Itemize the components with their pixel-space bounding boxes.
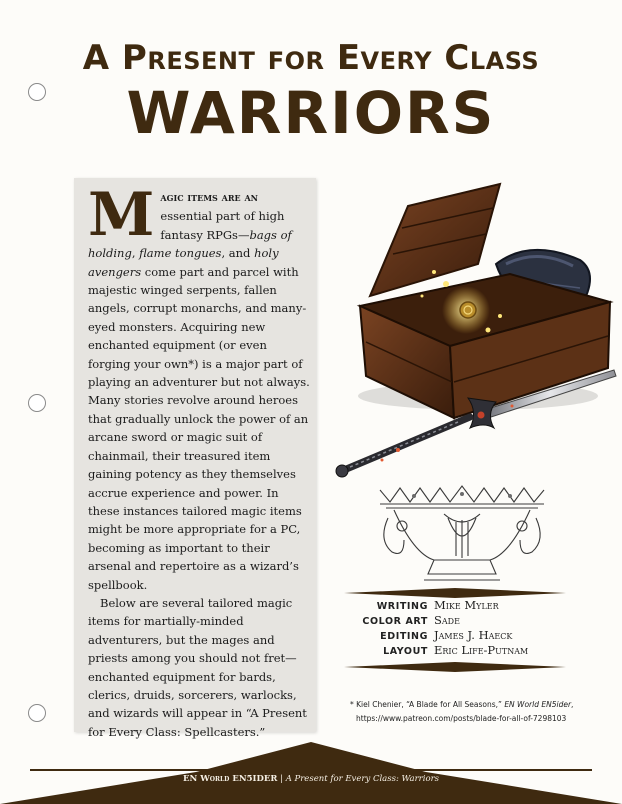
item-holy-avengers: holy avengers <box>88 246 279 279</box>
credit-row-layout <box>346 643 566 658</box>
footnote-citation <box>350 698 612 712</box>
footer-brand: EN World EN5IDER <box>183 774 278 784</box>
separator: , <box>131 246 140 261</box>
footer-separator: | <box>277 774 286 784</box>
footer-rule <box>30 769 592 771</box>
footnote-punct: , <box>571 700 574 709</box>
page-title: A Present for Every Class <box>82 38 540 78</box>
credit-row-editing <box>346 628 566 643</box>
footnote-author: * Kiel Chenier, “A Blade for All Seasons,” <box>350 700 505 709</box>
credit-row-writing <box>346 598 566 613</box>
credit-name: Mike Myler <box>434 598 499 612</box>
separator: , and <box>221 246 255 261</box>
item-bags-of-holding: bags of holding <box>88 227 292 261</box>
footnote-publication: EN World EN5ider <box>504 700 572 709</box>
treasure-chest-illustration <box>318 176 618 486</box>
footnote-url[interactable]: https://www.patreon.com/posts/blade-for-all-of-7298103 <box>356 714 567 723</box>
intro-paragraph-2: Below are several tailored magic items for martially-minded adventurers, but the mages and priests among you should not fret—enchanted equipment for bards, clerics, druids, sorcerers, warlocks, and wizards will appear in “A Present for Every Class: Spellcasters.” <box>88 595 307 739</box>
credit-name: Eric Life-Putnam <box>434 643 529 657</box>
credit-role: LAYOUT <box>383 646 428 657</box>
credit-role: WRITING <box>376 601 428 612</box>
binder-hole-bottom <box>28 704 46 722</box>
page-subtitle: WARRIORS <box>126 79 496 147</box>
credit-name: Sade <box>434 613 460 627</box>
lead-text: essential part of high fantasy RPGs— <box>160 209 285 242</box>
intro-text <box>88 180 310 741</box>
footer-line <box>0 774 622 784</box>
lead-in: agic items are an <box>160 191 258 204</box>
credit-name: James J. Haeck <box>434 628 513 642</box>
footnote <box>350 698 612 726</box>
credits-divider-bottom <box>344 662 566 672</box>
drop-cap: M <box>88 180 155 250</box>
paragraph-1-body: come part and parcel with majestic winged serpents, fallen angels, corrupt monarchs, and many-eyed monsters. Acquiring new enchanted equipment (or even forging your own*) is a major part of playing an adventurer but not always. Many stories revolve around heroes that gradually unlock the power of an arcane sword or magic suit of chainmail, their treasured item gaining potency as they themselves accrue experience and power. In these instances tailored magic items might be more appropriate for a PC, becoming as important to their arsenal and repertoire as a wizard’s spellbook. <box>88 264 310 592</box>
footer-article-title: A Present for Every Class: Warriors <box>285 774 439 784</box>
footer-banner <box>0 742 622 804</box>
credits-block <box>346 598 566 658</box>
item-flame-tongues: flame tongues <box>139 246 222 261</box>
credit-row-color-art <box>346 613 566 628</box>
credit-role: COLOR ART <box>362 616 428 627</box>
ornamental-crown-engraving <box>374 484 550 588</box>
credit-role: EDITING <box>380 631 428 642</box>
binder-hole-middle <box>28 394 46 412</box>
credits-divider-top <box>344 588 566 598</box>
intro-paragraph-1 <box>88 180 310 594</box>
